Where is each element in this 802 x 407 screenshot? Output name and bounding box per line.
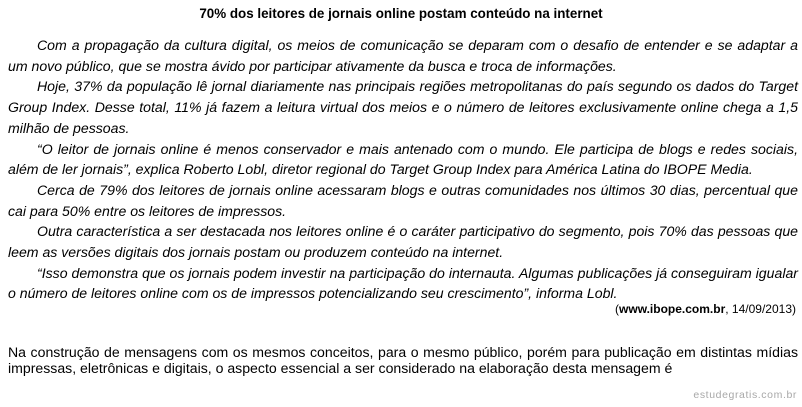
paragraph: “O leitor de jornais online é menos conservador e mais antenado com o mundo. Ele participa de blogs e redes sociais, além de ler jornais”, explica Roberto Lobl, diretor regional do Target Group Index para América Latina do IBOPE Media. [8,140,798,178]
question-text: Na construção de mensagens com os mesmos conceitos, para o mesmo público, porém para publicação em distintas mídias impressas, eletrônicas e digitais, o aspecto essencial a ser considerado na elaboração desta mensagem é [8,344,798,376]
paragraph: Outra característica a ser destacada nos leitores online é o caráter participativo do segmento, pois 70% das pessoas que leem as versões digitais dos jornais postam ou produzem conteúdo na internet. [8,223,798,261]
watermark: estudegratis.com.br [693,389,797,401]
source-citation: (www.ibope.com.br, 14/09/2013) [615,302,796,316]
source-date: , 14/09/2013 [725,302,792,316]
paragraph: Cerca de 79% dos leitores de jornais online acessaram blogs e outras comunidades nos últimos 30 dias, percentual que cai para 50% entre os leitores de impressos. [8,181,798,219]
paragraph: Com a propagação da cultura digital, os meios de comunicação se deparam com o desafio de entender e se adaptar a um novo público, que se mostra ávido por participar ativamente da busca e troca de informações. [8,37,798,74]
source-site: www.ibope.com.br [619,302,726,316]
paragraph: “Isso demonstra que os jornais podem investir na participação do internauta. Algumas publicações já conseguiram igualar o número de leitores online com os de impressos potencializando seu crescimento”, informa Lobl. [8,264,798,302]
article-title: 70% dos leitores de jornais online postam conteúdo na internet [199,6,603,21]
article-body [8,35,798,304]
paragraph: Hoje, 37% da população lê jornal diariamente nas principais regiões metropolitanas do país segundo os dados do Target Group Index. Desse total, 11% já fazem a leitura virtual dos meios e o número de leitores exclusivamente online chega a 1,5 milhão de pessoas. [8,78,798,136]
